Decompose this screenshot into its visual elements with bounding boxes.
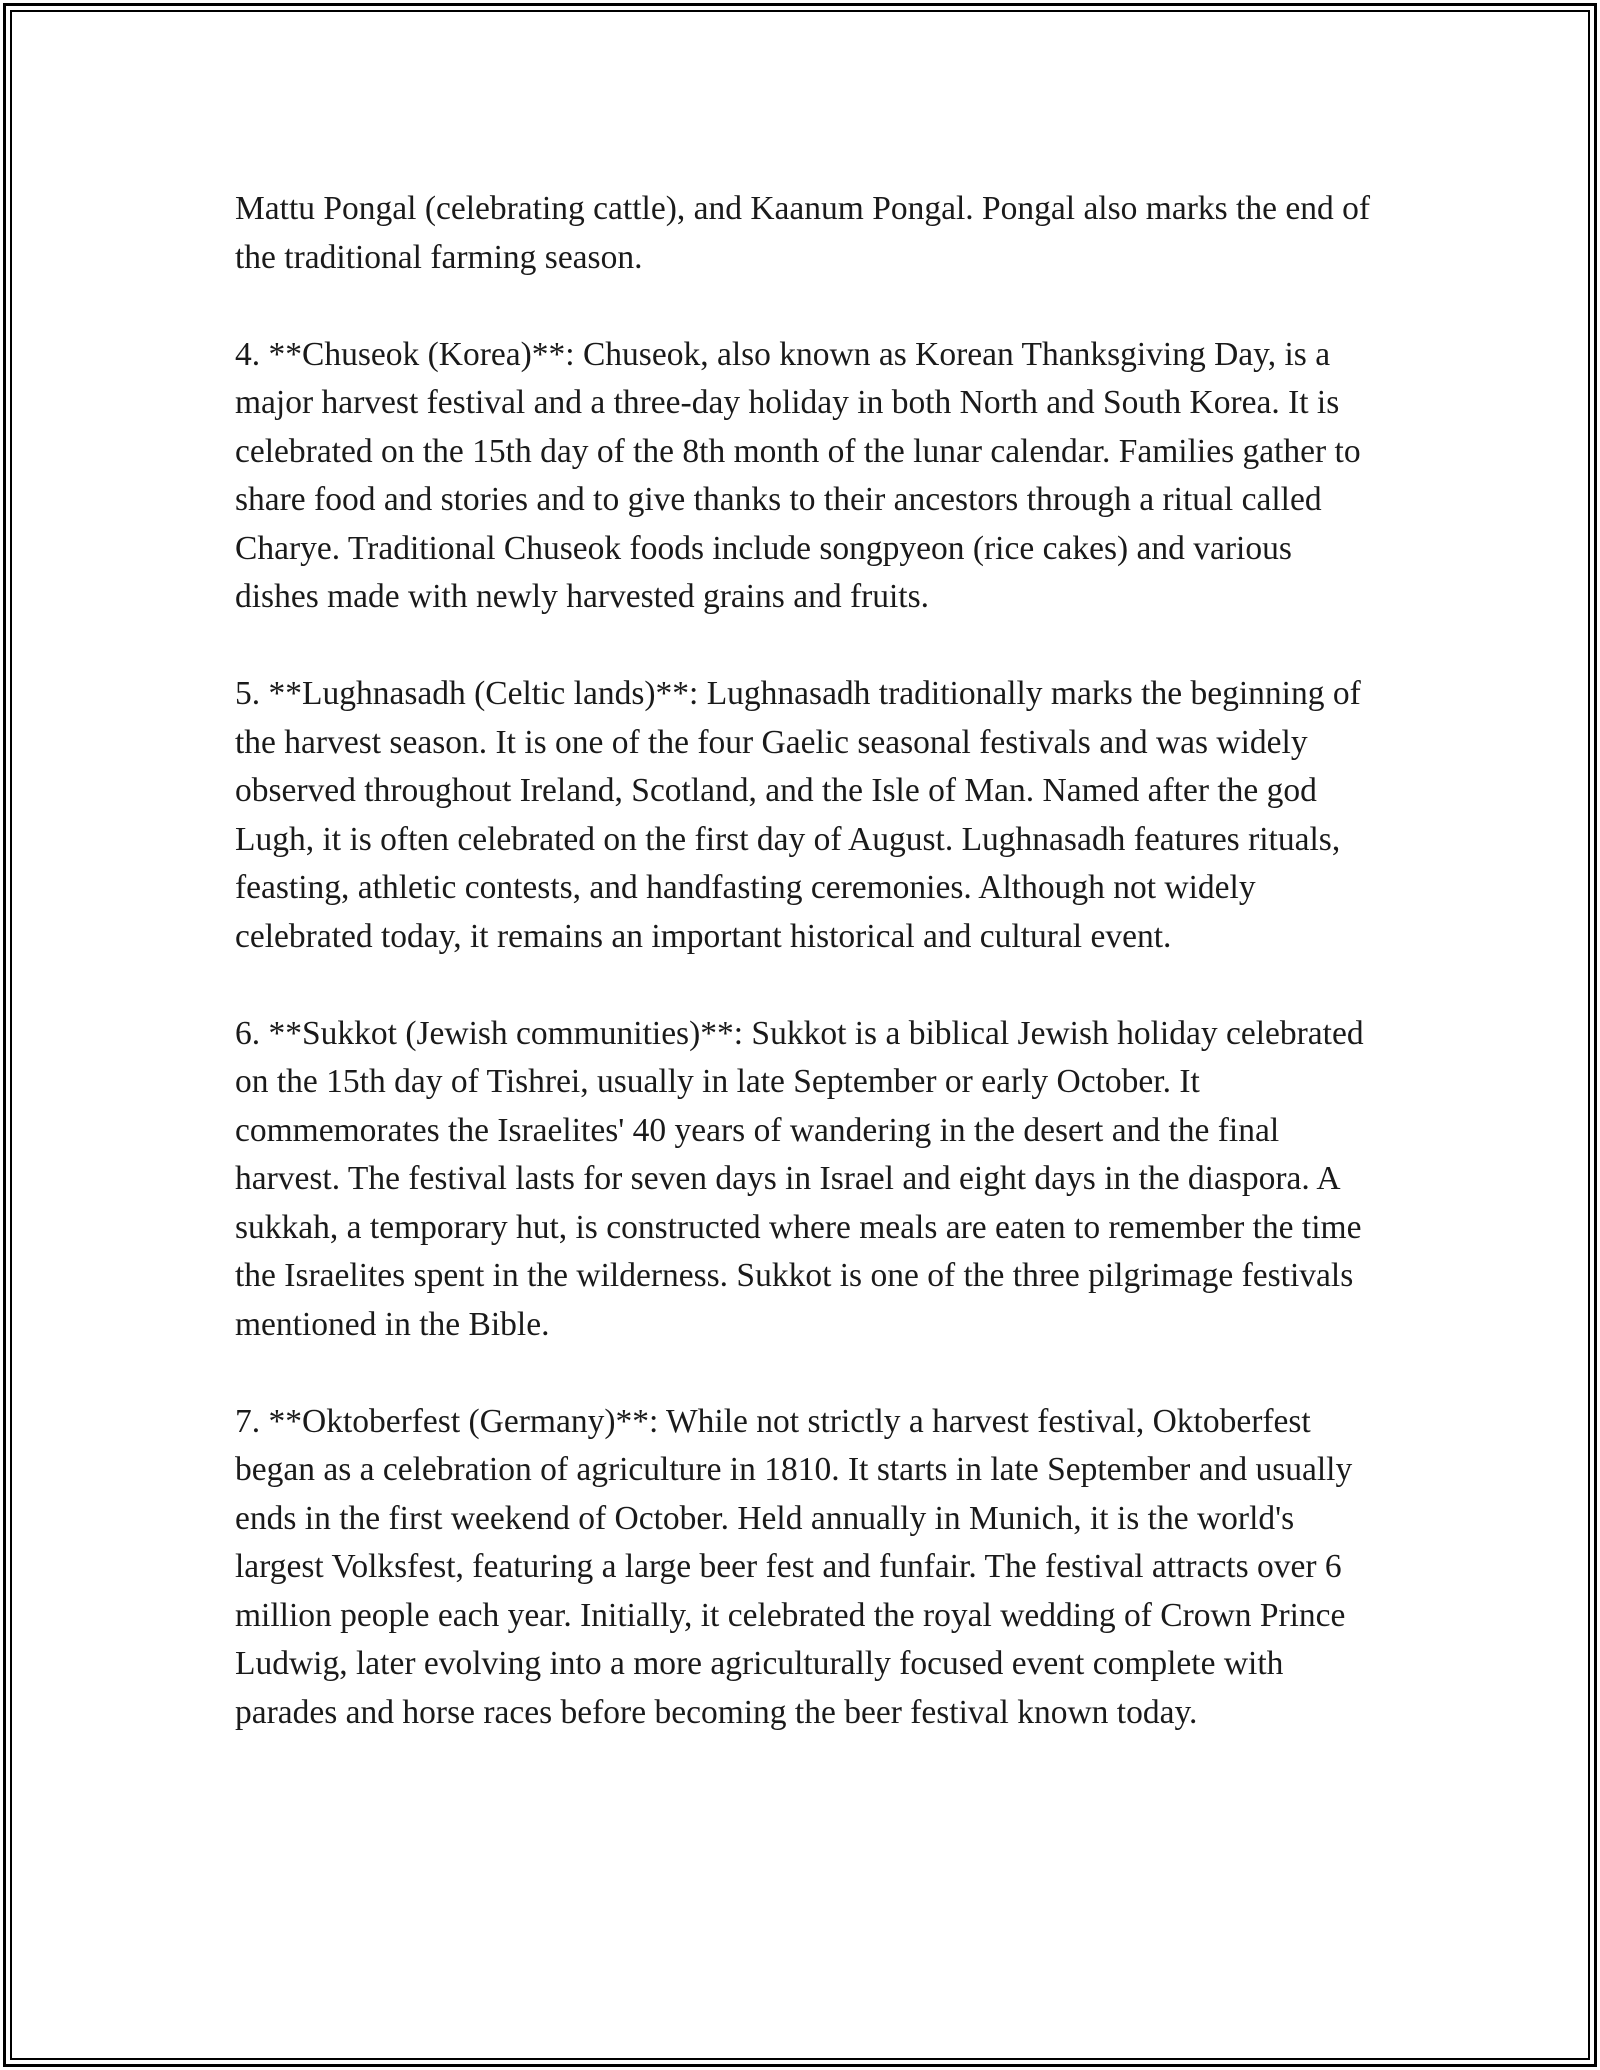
paragraph-chuseok: 4. **Chuseok (Korea)**: Chuseok, also known as Korean Thanksgiving Day, is a major harvest festival and a three-day holiday in both North and South Korea. It is celebrated on the 15th day of the 8th month of the lunar calendar. Families gather to share food and stories and to give thanks to their ancestors through a ritual called Charye. Traditional Chuseok foods include songpyeon (rice cakes) and various dishes made with newly harvested grains and fruits. <box>235 335 1361 615</box>
paragraph-pongal-continuation: Mattu Pongal (celebrating cattle), and Kaanum Pongal. Pongal also marks the end of the traditional farming season. <box>235 190 1370 276</box>
paragraph-sukkot: 6. **Sukkot (Jewish communities)**: Sukkot is a biblical Jewish holiday celebrated on the 15th day of Tishrei, usually in late September or early October. It commemorates the Israelites' 40 years of wandering in the desert and the final harvest. The festival lasts for seven days in Israel and eight days in the diaspora. A sukkah, a temporary hut, is constructed where meals are eaten to remember the time the Israelites spent in the wilderness. Sukkot is one of the three pilgrimage festivals mentioned in the Bible. <box>235 1014 1364 1343</box>
paragraph-oktoberfest: 7. **Oktoberfest (Germany)**: While not strictly a harvest festival, Oktoberfest began as a celebration of agriculture in 1810. It starts in late September and usually ends in the first weekend of October. Held annually in Munich, it is the world's largest Volksfest, featuring a large beer fest and funfair. The festival attracts over 6 million people each year. Initially, it celebrated the royal wedding of Crown Prince Ludwig, later evolving into a more agriculturally focused event complete with parades and horse races before becoming the beer festival known today. <box>235 1402 1353 1731</box>
document-body <box>235 185 1375 1737</box>
paragraph-lughnasadh: 5. **Lughnasadh (Celtic lands)**: Lughnasadh traditionally marks the beginning of the harvest season. It is one of the four Gaelic seasonal festivals and was widely observed throughout Ireland, Scotland, and the Isle of Man. Named after the god Lugh, it is often celebrated on the first day of August. Lughnasadh features rituals, feasting, athletic contests, and handfasting ceremonies. Although not widely celebrated today, it remains an important historical and cultural event. <box>235 675 1361 955</box>
